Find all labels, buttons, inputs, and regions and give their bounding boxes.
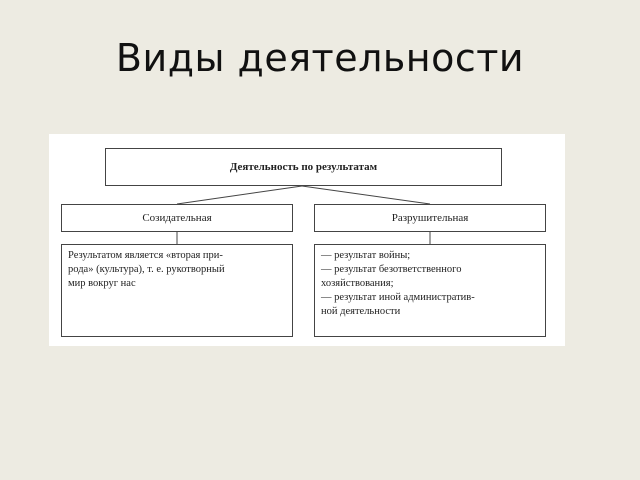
diagram-image	[49, 134, 565, 346]
destructive-heading-box: Разрушительная	[314, 204, 546, 232]
connector-left	[177, 186, 302, 204]
connector-right	[302, 186, 430, 204]
creative-heading-box: Созидательная	[61, 204, 293, 232]
creative-description-box: Результатом является «вторая при- рода» (культура), т. е. рукотворный мир вокруг нас	[61, 244, 293, 337]
slide-title: Виды деятельности	[115, 36, 525, 80]
activity-by-result-box: Деятельность по результатам	[105, 148, 502, 186]
destructive-description-box: — результат войны; — результат безответственного хозяйствования; — результат иной административ- ной деятельности	[314, 244, 546, 337]
